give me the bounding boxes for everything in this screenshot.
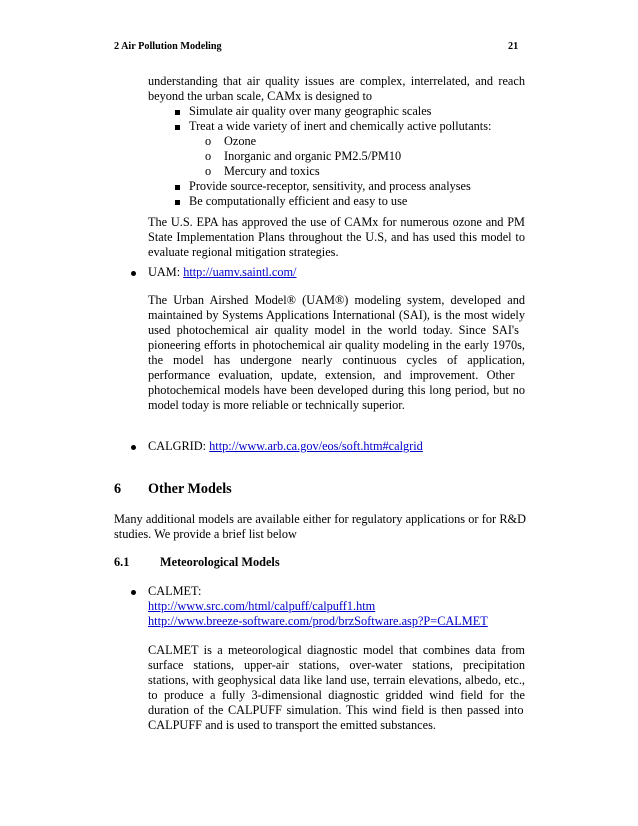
- text-line: the model has undergone nearly continuous cycles of application,: [148, 353, 525, 367]
- uam-link[interactable]: http://uamv.saintl.com/: [183, 265, 297, 279]
- text-line: pioneering efforts in photochemical air quality modeling in the early 1970s,: [148, 338, 525, 352]
- text-line: CALMET is a meteorological diagnostic model that combines data from: [148, 643, 525, 657]
- text-line: stations, with geophysical data like land use, terrain elevations, albedo, etc.,: [148, 673, 525, 687]
- text-line: duration of the CALPUFF simulation. This wind field is then passed into: [148, 703, 524, 717]
- sub-list-item: Inorganic and organic PM2.5/PM10: [224, 149, 402, 163]
- square-bullet-icon: [175, 185, 180, 190]
- round-bullet-icon: [131, 445, 136, 450]
- text-line: studies. We provide a brief list below: [114, 527, 297, 541]
- section-6-1-title: Meteorological Models: [160, 555, 280, 569]
- text-line: model today is more reliable or technically superior.: [148, 398, 405, 412]
- section-6-1-number: 6.1: [114, 555, 130, 569]
- round-bullet-icon: [131, 590, 136, 595]
- text-line: Many additional models are available either for regulatory applications or for R&D: [114, 512, 526, 526]
- calmet-link-breeze[interactable]: http://www.breeze-software.com/prod/brzSoftware.asp?P=CALMET: [148, 614, 488, 628]
- sub-bullet-marker: o: [205, 149, 212, 163]
- text-line: beyond the urban scale, CAMx is designed to: [148, 89, 373, 103]
- calmet-link-src[interactable]: http://www.src.com/html/calpuff/calpuff1.htm: [148, 599, 376, 613]
- list-item: Be computationally efficient and easy to use: [189, 194, 408, 208]
- text-line: understanding that air quality issues are complex, interrelated, and reach: [148, 74, 525, 88]
- camx-intro: [148, 74, 525, 104]
- sub-list-item: Ozone: [224, 134, 257, 148]
- sub-list-item: Mercury and toxics: [224, 164, 320, 178]
- list-item: Simulate air quality over many geographic scales: [189, 104, 432, 118]
- list-item: Treat a wide variety of inert and chemically active pollutants:: [189, 119, 492, 133]
- text-line: The U.S. EPA has approved the use of CAMx for numerous ozone and PM: [148, 215, 525, 229]
- text-line: surface stations, upper-air stations, over-water stations, precipitation: [148, 658, 525, 672]
- section-6-paragraph: [114, 512, 526, 542]
- calmet-label: CALMET:: [148, 584, 202, 598]
- round-bullet-icon: [131, 271, 136, 276]
- calgrid-link[interactable]: http://www.arb.ca.gov/eos/soft.htm#calgrid: [209, 439, 423, 453]
- text-line: to produce a fully 3-dimensional diagnostic gridded wind field for the: [148, 688, 525, 702]
- section-6-number: 6: [114, 481, 122, 497]
- text-line: photochemical models have been developed during this long period, but no: [148, 383, 525, 397]
- uam-entry: [148, 265, 296, 280]
- calgrid-label: CALGRID:: [148, 439, 210, 453]
- text-line: evaluate regional mitigation strategies.: [148, 245, 339, 259]
- calmet-paragraph: [148, 643, 525, 733]
- text-line: used photochemical air quality model in the world today. Since SAI's: [148, 323, 519, 337]
- text-line: CALPUFF and is used to transport the emitted substances.: [148, 718, 436, 732]
- calgrid-entry: [148, 439, 423, 454]
- camx-epa-paragraph: [148, 215, 525, 260]
- list-item: Provide source-receptor, sensitivity, and process analyses: [189, 179, 471, 193]
- section-6-title: Other Models: [148, 481, 232, 497]
- page-number: 21: [508, 41, 519, 52]
- sub-bullet-marker: o: [205, 164, 212, 178]
- square-bullet-icon: [175, 200, 180, 205]
- text-line: performance evaluation, update, extension, and improvement. Other: [148, 368, 515, 382]
- square-bullet-icon: [175, 125, 180, 130]
- text-line: State Implementation Plans throughout the U.S, and has used this model to: [148, 230, 525, 244]
- square-bullet-icon: [175, 110, 180, 115]
- running-header: 2 Air Pollution Modeling: [114, 41, 222, 52]
- sub-bullet-marker: o: [205, 134, 212, 148]
- text-line: maintained by Systems Applications International (SAI), is the most widely: [148, 308, 525, 322]
- uam-label: UAM:: [148, 265, 184, 279]
- text-line: The Urban Airshed Model® (UAM®) modeling system, developed and: [148, 293, 525, 307]
- uam-paragraph: [148, 293, 525, 413]
